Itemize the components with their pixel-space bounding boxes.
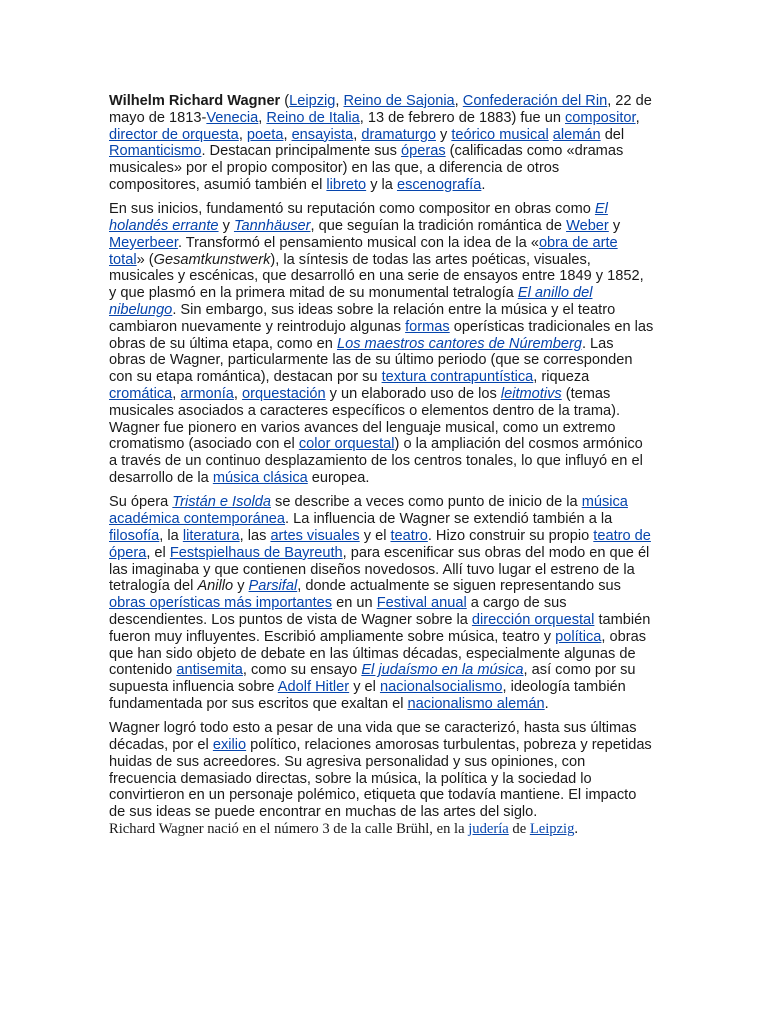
link-el-holandes-errante[interactable]: El holandés errante [109,201,608,235]
link-orquestacion[interactable]: orquestación [242,386,326,403]
paragraph-early-works [109,201,654,487]
text-run: , la [159,527,183,544]
link-weber[interactable]: Weber [566,218,609,235]
link-adolf-hitler[interactable]: Adolf Hitler [277,679,350,696]
link-reino-de-sajonia[interactable]: Reino de Sajonia [343,93,455,109]
link-obras-operisticas-importantes[interactable]: obras operísticas más importantes [109,595,333,612]
link-literatura[interactable]: literatura [182,527,240,544]
link-nacionalismo-aleman[interactable]: nacionalismo alemán [407,695,545,712]
link-el-judaismo-en-la-musica[interactable]: El judaísmo en la música [361,662,524,679]
link-filosofia[interactable]: filosofía [109,527,160,544]
term-gesamtkunstwerk: Gesamtkunstwerk [153,251,271,268]
text-run: y [608,218,621,235]
text-run: , las [239,527,271,544]
link-cromatica[interactable]: cromática [109,386,173,403]
text-run: . Sin embargo, sus ideas sobre la relación entre la música y el teatro cambiaron nuevamente y reintrodujo algunas [109,302,616,335]
text-run: y un elaborado uso de los [325,386,501,403]
article-body [109,93,654,838]
link-dramaturgo[interactable]: dramaturgo [361,126,436,143]
text-run: . [481,176,486,193]
text-run: , ideología también fundamentada por sus escritos que exaltan el [109,679,626,712]
text-run: , 13 de febrero de 1883) fue un [359,109,565,126]
link-tristan-e-isolda[interactable]: Tristán e Isolda [172,494,271,511]
link-poeta[interactable]: poeta [246,126,284,143]
link-exilio[interactable]: exilio [212,736,247,753]
text-run: , riqueza [533,369,590,386]
text-run: (calificadas como «dramas musicales» por el propio compositor) en las que, a diferencia de otros compositores, asumió también el [109,143,624,193]
link-los-maestros-cantores[interactable]: Los maestros cantores de Núremberg [336,335,582,352]
text-run: de [508,820,530,837]
text-run: » ( [136,251,154,268]
text-run: político, relaciones amorosas turbulentas, pobreza y repetidas huidas de sus acreedores. Su agresiva personalidad y sus opiniones, con frecuencia demasiado directas, sobre la música, la política y la sociedad lo convirtieron en un personaje polémico, etiqueta que todavía mantiene. El impacto de sus ideas se puede encontrar en muchas de las artes del siglo. [109,736,652,821]
link-aleman[interactable]: alemán [552,126,601,143]
link-operas[interactable]: óperas [401,143,446,160]
text-run: y [233,578,249,595]
text-run: ( [280,93,290,109]
text-run: Richard Wagner nació en el número 3 de la calle Brühl, en la [109,820,469,837]
paragraph-intro [109,93,654,194]
text-run: , así como por su supuesta influencia sobre [109,662,636,696]
link-el-anillo-del-nibelungo[interactable]: El anillo del nibelungo [109,285,593,319]
link-festival-anual[interactable]: Festival anual [376,595,467,612]
link-escenografia[interactable]: escenografía [396,176,482,193]
text-run: , donde actualmente se siguen representando sus [297,578,621,595]
text-run: , que seguían la tradición romántica de [310,218,567,235]
text-run: . Destacan principalmente sus [201,143,401,160]
paragraph-birth [109,821,654,838]
text-run: a cargo de sus descendientes. Los puntos de vista de Wagner sobre la [109,595,567,628]
text-run: , el [146,544,170,561]
link-armonia[interactable]: armonía [180,386,234,403]
text-run: , [454,93,463,109]
link-reino-de-italia[interactable]: Reino de Italia [266,109,360,126]
link-ensayista[interactable]: ensayista [291,126,354,143]
link-leitmotivs[interactable]: leitmotivs [500,386,562,403]
text-run: ), la síntesis de todas las artes poéticas, visuales, musicales y escénicas, que desarrolló en una serie de ensayos entre 1849 y 1852, y que plasmó en la primera mitad de su monumental tetralogía [109,251,644,302]
text-run: , [233,386,243,403]
text-run: . La influencia de Wagner se extendió también a la [285,511,613,528]
link-confederacion-del-rin[interactable]: Confederación del Rin [462,93,608,109]
text-run: , [238,126,247,143]
link-color-orquestal[interactable]: color orquestal [298,436,395,453]
link-formas[interactable]: formas [405,318,450,335]
text-run: , [635,109,640,126]
text-run: , [258,109,267,126]
text-run: . [574,820,579,837]
text-run: , [353,126,362,143]
text-run: se describe a veces como punto de inicio de la [270,494,582,511]
link-teatro-de-opera[interactable]: teatro de ópera [109,527,651,561]
link-teatro[interactable]: teatro [390,527,428,544]
link-libreto[interactable]: libreto [326,176,367,193]
text-run: , para escenificar sus obras del modo en que él las imaginaba y que contienen diseños novedosos. Allí tuvo lugar el estreno de la tetralogía del [109,544,650,595]
link-textura-contrapuntistica[interactable]: textura contrapuntística [381,369,534,386]
text-run: , [283,126,292,143]
text-run: Su ópera [109,494,173,511]
text-run: , como su ensayo [242,662,362,679]
text-run: . Transformó el pensamiento musical con la idea de la « [177,234,539,251]
link-compositor[interactable]: compositor [565,109,636,126]
text-run: ) o la ampliación del cosmos armónico a través de un continuo desplazamiento de los centros tonales, lo que influyó en el desarrollo de la [109,436,643,487]
link-musica-clasica[interactable]: música clásica [212,470,308,487]
link-juderia[interactable]: judería [468,820,509,837]
text-run: , [172,386,181,403]
link-antisemita[interactable]: antisemita [176,662,243,679]
text-run: y el [359,527,391,544]
text-run: y la [366,176,397,193]
link-director-de-orquesta[interactable]: director de orquesta [109,126,239,143]
text-run: Wagner logró todo esto a pesar de una vida que se caracterizó, hasta sus últimas décadas, por el [109,720,637,753]
text-run: . Las obras de Wagner, particularmente las de su último periodo (que se corresponden con su etapa romántica), destacan por su [109,335,633,386]
article-subject-name: Wilhelm Richard Wagner [109,93,281,109]
text-run: también fueron muy influyentes. Escribió ampliamente sobre música, teatro y [109,611,651,645]
link-direccion-orquestal[interactable]: dirección orquestal [471,611,595,628]
link-festspielhaus-de-bayreuth[interactable]: Festspielhaus de Bayreuth [169,544,343,561]
link-venecia[interactable]: Venecia [206,109,259,126]
link-nacionalsocialismo[interactable]: nacionalsocialismo [379,679,503,696]
link-leipzig-birthplace[interactable]: Leipzig [529,820,575,837]
text-run: y [218,218,234,235]
link-tannhauser[interactable]: Tannhäuser [233,218,311,235]
link-artes-visuales[interactable]: artes visuales [270,527,360,544]
link-musica-academica-contemporanea[interactable]: música académica contemporánea [109,494,628,528]
text-run: en un [332,595,377,612]
text-run: , obras que han sido objeto de debate en las últimas décadas, especialmente algunas de contenido [109,628,646,679]
text-run: . [544,695,549,712]
text-run: En sus inicios, fundamentó su reputación como compositor en obras como [109,201,595,218]
paragraph-life [109,720,654,821]
link-politica[interactable]: política [555,628,602,645]
link-leipzig[interactable]: Leipzig [289,93,336,109]
text-run: europea. [307,470,370,487]
text-run: , 22 de mayo de 1813- [109,93,652,126]
link-obra-de-arte-total[interactable]: obra de arte total [109,234,618,268]
text-run: y el [349,679,380,696]
text-run: (temas musicales asociados a caracteres específicos o elementos dentro de la trama). Wagner fue pionero en varios avances del lenguaje musical, como un extremo cromatismo (asociado con el [109,386,621,453]
link-romanticismo[interactable]: Romanticismo [109,143,202,160]
term-anillo: Anillo [197,578,234,595]
link-teorico-musical[interactable]: teórico musical [451,126,549,143]
paragraph-influence [109,494,654,712]
text-run: , [335,93,344,109]
text-run: operísticas tradicionales en las obras de su última etapa, como en [109,318,654,352]
link-parsifal[interactable]: Parsifal [248,578,298,595]
link-meyerbeer[interactable]: Meyerbeer [109,234,178,251]
text-run: . Hizo construir su propio [427,527,594,544]
text-run: del [600,126,625,143]
text-run: y [435,126,452,143]
